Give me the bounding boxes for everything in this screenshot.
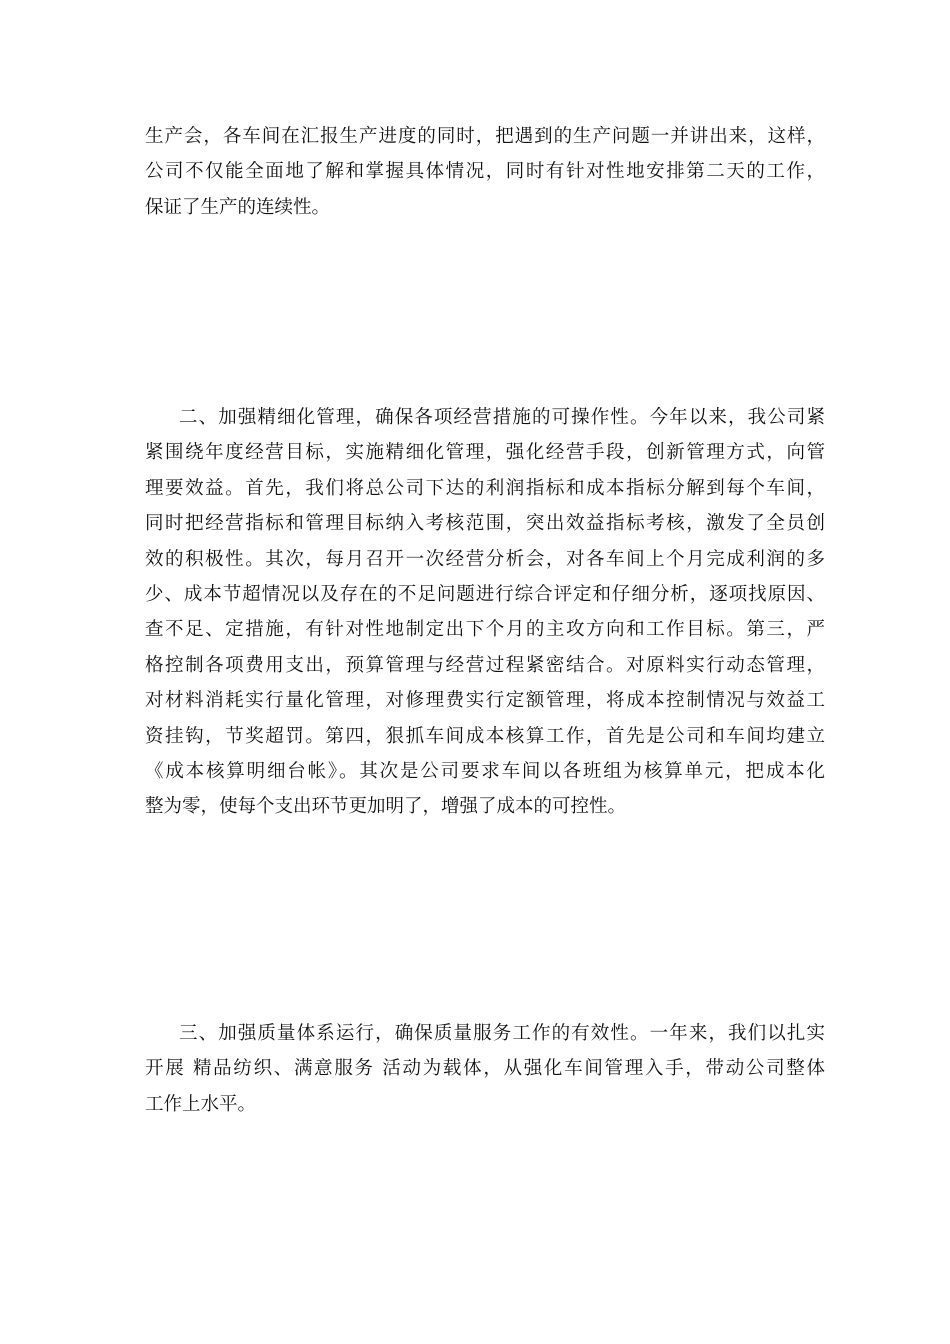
text-line: 开展 精品纺织、满意服务 活动为载体，从强化车间管理入手，带动公司整体 (145, 1058, 825, 1080)
text-line: 整为零，使每个支出环节更加明了，增强了成本的可控性。 (145, 796, 627, 818)
text-line: 三、加强质量体系运行，确保质量服务工作的有效性。一年来，我们以扎实 (179, 1023, 825, 1044)
text-line: 《成本核算明细台帐》。其次是公司要求车间以各班组为核算单元，把成本化 (145, 760, 825, 782)
text-line: 紧围绕年度经营目标，实施精细化管理，强化经营手段，创新管理方式，向管 (145, 442, 825, 464)
text-line: 公司不仅能全面地了解和掌握具体情况，同时有针对性地安排第二天的工作， (145, 161, 825, 183)
text-line: 同时把经营指标和管理目标纳入考核范围，突出效益指标考核，激发了全员创 (145, 513, 825, 535)
paragraph-quality-system (145, 1016, 825, 1122)
text-line: 少、成本节超情况以及存在的不足问题进行综合评定和仔细分析，逐项找原因、 (145, 583, 825, 605)
text-line: 工作上水平。 (145, 1093, 257, 1115)
text-line: 格控制各项费用支出，预算管理与经营过程紧密结合。对原料实行动态管理， (145, 654, 825, 676)
text-line: 对材料消耗实行量化管理，对修理费实行定额管理，将成本控制情况与效益工 (145, 690, 825, 712)
paragraph-production-meeting (145, 119, 825, 225)
text-line: 保证了生产的连续性。 (145, 196, 331, 218)
text-line: 资挂钩，节奖超罚。第四，狠抓车间成本核算工作，首先是公司和车间均建立 (145, 725, 825, 747)
text-line: 生产会，各车间在汇报生产进度的同时，把遇到的生产问题一并讲出来，这样， (145, 126, 825, 147)
text-line: 理要效益。首先，我们将总公司下达的利润指标和成本指标分解到每个车间， (145, 477, 825, 499)
text-line: 效的积极性。其次，每月召开一次经营分析会，对各车间上个月完成利润的多 (145, 548, 825, 570)
paragraph-fine-management (145, 400, 825, 825)
text-line: 二、加强精细化管理，确保各项经营措施的可操作性。今年以来，我公司紧 (179, 407, 825, 428)
text-line: 查不足、定措施，有针对性地制定出下个月的主攻方向和工作目标。第三，严 (145, 619, 825, 641)
